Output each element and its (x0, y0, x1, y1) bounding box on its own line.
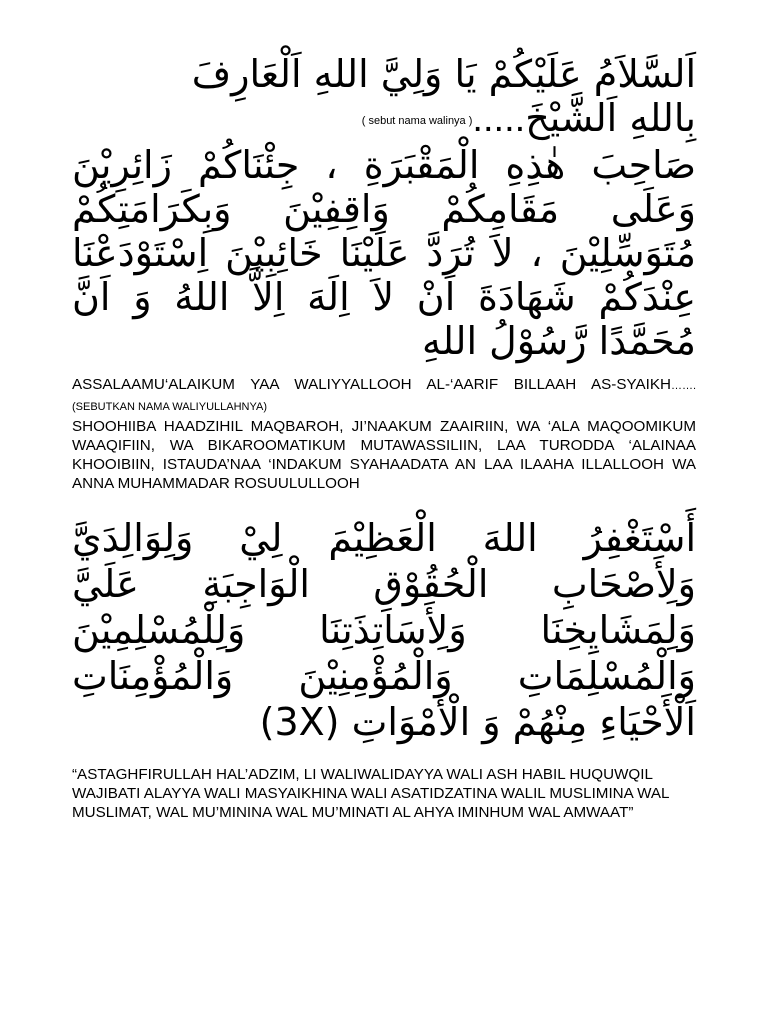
istighfar-latin-body: “ASTAGHFIRULLAH HAL’ADZIM, LI WALIWALIDAYYA WALI ASH HABIL HUQUWQIL WAJIBATI ALAYYA WALI MASYAIKHINA WALI ASATIDZATINA WALIL MUSLIMINA WAL MUSLIMAT, WAL MU’MININA WAL MU’MINATI AL AHYA IMINHUM WAL AMWAAT” (72, 765, 669, 821)
ziarah-arabic-note: ( sebut nama walinya ) (361, 114, 473, 127)
ziarah-arabic-body: صَاحِبَ هٰذِهِ الْمَقْبَرَةِ ، جِئْنَاكُمْ زَائِرِيْنَ وَعَلَى مَقَامِكُمْ وَاقِفِيْنَ وَبِكَرَامَتِكُمْ مُتَوَسِّلِيْنَ ، لاَ تُرَدَّ عَلَيْنَا خَائِبِيْنَ اِسْتَوْدَعْنَا عِنْدَكُمْ شَهَادَةَ اَنْ لاَ اِلَهَ اِلاَّ اللهُ وَ اَنَّ مُحَمَّدًا رَّسُوْلُ اللهِ (72, 142, 696, 363)
ziarah-arabic-block (72, 52, 696, 363)
ziarah-arabic-line-1: اَلسَّلاَمُ عَلَيْكُمْ يَا وَلِيَّ اللهِ اَلْعَارِفَ (191, 52, 696, 96)
ziarah-arabic-line-2 (72, 96, 696, 143)
istighfar-latin-block (72, 765, 696, 822)
istighfar-arabic-body: أَسْتَغْفِرُ اللهَ الْعَظِيْمَ لِيْ وَلِوَالِدَيَّ وَلِأَصْحَابِ الْحُقُوْقِ الْوَاجِبَةِ عَلَيَّ وَلِمَشَايِخِنَا وَلِأَسَاتِذَتِنَا وَلِلْمُسْلِمِيْنَ وَالْمُسْلِمَاتِ وَالْمُؤْمِنِيْنَ وَالْمُؤْمِنَاتِ اَلْأَحْيَاءِ مِنْهُمْ وَ الْأَمْوَاتِ (72, 515, 696, 744)
ziarah-latin-dots: ……. (670, 379, 696, 392)
ziarah-arabic-dots: ..... (472, 98, 526, 140)
ziarah-latin-body: SHOOHIIBA HAADZIHIL MAQBAROH, JI’NAAKUM ZAAIRIIN, WA ‘ALA MAQOOMIKUM WAAQIFIIN, WA BIKAROOMATIKUM MUTAWASSILIIN, LAA TURODDA ‘ALAINAA KHOOIBIIN, ISTAUDA’NAA ‘INDAKUM SYAHAADATA AN LAA ILAAHA ILLALLOOH WA ANNA MUHAMMADAR ROSUULULLOOH (72, 417, 696, 492)
ziarah-arabic-line-2-text: بِاللهِ اَلشَّيْخَ (525, 96, 696, 140)
istighfar-arabic-block (72, 515, 696, 745)
document-page (72, 52, 696, 822)
ziarah-latin-note: (SEBUTKAN NAMA WALIYULLAHNYA) (72, 400, 267, 413)
istighfar-count: (3X) (259, 699, 340, 744)
ziarah-latin-line-1: ASSALAAMU‘ALAIKUM YAA WALIYYALLOOH AL-‘AARIF BILLAAH AS-SYAIKH (72, 375, 671, 393)
ziarah-latin-block (72, 375, 696, 493)
